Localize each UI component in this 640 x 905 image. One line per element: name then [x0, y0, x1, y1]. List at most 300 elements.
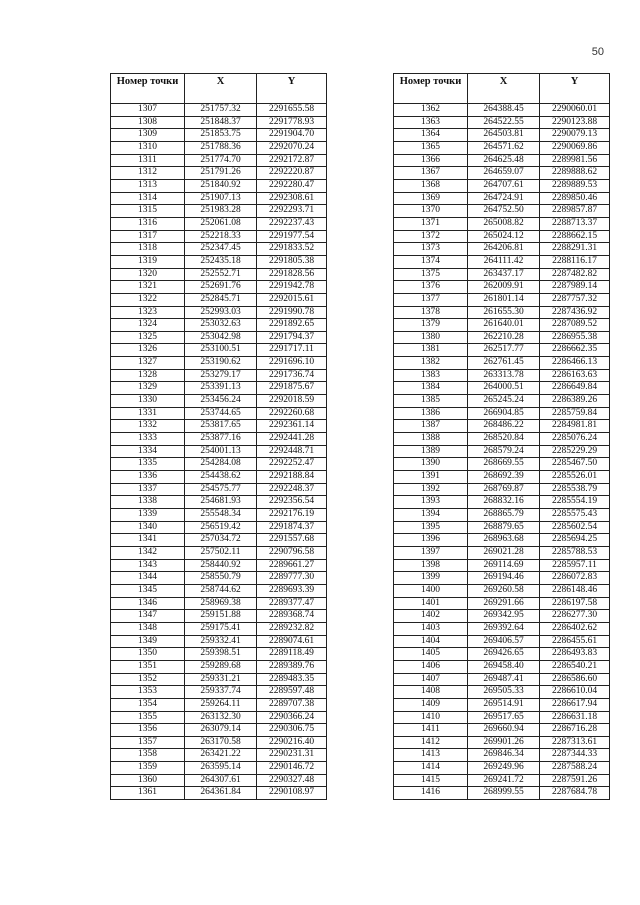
point-number-cell: 1353: [111, 686, 185, 699]
point-number-cell: 1411: [394, 724, 468, 737]
table-row: [394, 673, 610, 686]
table-row: [394, 382, 610, 395]
y-coordinate-cell: 2286072.83: [540, 572, 610, 585]
x-coordinate-cell: 251788.36: [185, 141, 257, 154]
point-number-cell: 1354: [111, 698, 185, 711]
table-row: [394, 471, 610, 484]
point-number-cell: 1389: [394, 445, 468, 458]
y-coordinate-cell: 2288116.17: [540, 255, 610, 268]
table-row: [394, 774, 610, 787]
y-coordinate-cell: 2289377.47: [257, 597, 327, 610]
table-row: [111, 762, 327, 775]
x-coordinate-cell: 262761.45: [468, 357, 540, 370]
x-coordinate-cell: 258440.92: [185, 559, 257, 572]
x-coordinate-cell: 268579.24: [468, 445, 540, 458]
table-row: [111, 698, 327, 711]
point-number-cell: 1330: [111, 395, 185, 408]
table-row: [111, 344, 327, 357]
table-row: [111, 192, 327, 205]
y-coordinate-cell: 2290108.97: [257, 787, 327, 800]
x-coordinate-cell: 263437.17: [468, 268, 540, 281]
x-coordinate-cell: 264707.61: [468, 179, 540, 192]
x-coordinate-cell: 264522.55: [468, 116, 540, 129]
point-number-cell: 1339: [111, 509, 185, 522]
point-number-cell: 1376: [394, 281, 468, 294]
y-coordinate-cell: 2291904.70: [257, 129, 327, 142]
y-coordinate-cell: 2289597.48: [257, 686, 327, 699]
table-row: [394, 660, 610, 673]
table-row: [394, 369, 610, 382]
x-coordinate-cell: 264752.50: [468, 205, 540, 218]
point-number-cell: 1328: [111, 369, 185, 382]
x-coordinate-cell: 252993.03: [185, 306, 257, 319]
point-number-cell: 1325: [111, 331, 185, 344]
x-coordinate-cell: 259264.11: [185, 698, 257, 711]
point-number-cell: 1392: [394, 483, 468, 496]
x-coordinate-cell: 251774.70: [185, 154, 257, 167]
x-coordinate-cell: 269505.33: [468, 686, 540, 699]
y-coordinate-cell: 2291778.93: [257, 116, 327, 129]
point-number-cell: 1410: [394, 711, 468, 724]
table-row: [394, 129, 610, 142]
point-number-cell: 1406: [394, 660, 468, 673]
point-number-cell: 1314: [111, 192, 185, 205]
point-number-cell: 1317: [111, 230, 185, 243]
point-number-cell: 1359: [111, 762, 185, 775]
table-row: [111, 686, 327, 699]
point-number-cell: 1342: [111, 546, 185, 559]
point-number-cell: 1350: [111, 648, 185, 661]
table-row: [111, 521, 327, 534]
x-coordinate-cell: 257034.72: [185, 534, 257, 547]
x-coordinate-cell: 268865.79: [468, 509, 540, 522]
y-coordinate-cell: 2287591.26: [540, 774, 610, 787]
x-coordinate-cell: 258969.38: [185, 597, 257, 610]
header-x: X: [468, 74, 540, 104]
table-row: [111, 635, 327, 648]
x-coordinate-cell: 262210.28: [468, 331, 540, 344]
point-number-cell: 1351: [111, 660, 185, 673]
table-row: [111, 255, 327, 268]
point-number-cell: 1356: [111, 724, 185, 737]
table-row: [394, 610, 610, 623]
table-row: [394, 711, 610, 724]
y-coordinate-cell: 2287757.32: [540, 293, 610, 306]
point-number-cell: 1361: [111, 787, 185, 800]
x-coordinate-cell: 253100.51: [185, 344, 257, 357]
point-number-cell: 1355: [111, 711, 185, 724]
table-row: [394, 217, 610, 230]
x-coordinate-cell: 269901.26: [468, 736, 540, 749]
y-coordinate-cell: 2292015.61: [257, 293, 327, 306]
table-row: [111, 369, 327, 382]
header-y: Y: [257, 74, 327, 104]
table-row: [111, 420, 327, 433]
point-number-cell: 1335: [111, 458, 185, 471]
table-row: [394, 281, 610, 294]
y-coordinate-cell: 2290146.72: [257, 762, 327, 775]
point-number-cell: 1343: [111, 559, 185, 572]
y-coordinate-cell: 2292441.28: [257, 433, 327, 446]
y-coordinate-cell: 2292172.87: [257, 154, 327, 167]
x-coordinate-cell: 252552.71: [185, 268, 257, 281]
table-row: [394, 509, 610, 522]
x-coordinate-cell: 253391.13: [185, 382, 257, 395]
point-number-cell: 1412: [394, 736, 468, 749]
table-row: [394, 192, 610, 205]
point-number-cell: 1365: [394, 141, 468, 154]
x-coordinate-cell: 254438.62: [185, 471, 257, 484]
y-coordinate-cell: 2285467.50: [540, 458, 610, 471]
point-number-cell: 1334: [111, 445, 185, 458]
x-coordinate-cell: 259331.21: [185, 673, 257, 686]
point-number-cell: 1372: [394, 230, 468, 243]
table-row: [111, 104, 327, 117]
point-number-cell: 1391: [394, 471, 468, 484]
table-row: [394, 420, 610, 433]
x-coordinate-cell: 264659.07: [468, 167, 540, 180]
x-coordinate-cell: 269291.66: [468, 597, 540, 610]
x-coordinate-cell: 264503.81: [468, 129, 540, 142]
x-coordinate-cell: 269846.34: [468, 749, 540, 762]
point-number-cell: 1336: [111, 471, 185, 484]
y-coordinate-cell: 2291736.74: [257, 369, 327, 382]
point-number-cell: 1360: [111, 774, 185, 787]
point-number-cell: 1402: [394, 610, 468, 623]
y-coordinate-cell: 2291874.37: [257, 521, 327, 534]
header-point-number: Номер точки: [111, 74, 185, 104]
y-coordinate-cell: 2290306.75: [257, 724, 327, 737]
point-number-cell: 1404: [394, 635, 468, 648]
table-row: [394, 458, 610, 471]
y-coordinate-cell: 2291990.78: [257, 306, 327, 319]
y-coordinate-cell: 2286540.21: [540, 660, 610, 673]
x-coordinate-cell: 253032.63: [185, 319, 257, 332]
table-row: [111, 357, 327, 370]
x-coordinate-cell: 255548.34: [185, 509, 257, 522]
x-coordinate-cell: 269426.65: [468, 648, 540, 661]
table-row: [111, 306, 327, 319]
x-coordinate-cell: 268769.87: [468, 483, 540, 496]
x-coordinate-cell: 264206.81: [468, 243, 540, 256]
point-number-cell: 1367: [394, 167, 468, 180]
table-row: [394, 698, 610, 711]
point-number-cell: 1405: [394, 648, 468, 661]
x-coordinate-cell: 264571.62: [468, 141, 540, 154]
table-row: [111, 116, 327, 129]
x-coordinate-cell: 268486.22: [468, 420, 540, 433]
point-number-cell: 1344: [111, 572, 185, 585]
point-number-cell: 1388: [394, 433, 468, 446]
x-coordinate-cell: 263421.22: [185, 749, 257, 762]
y-coordinate-cell: 2289693.39: [257, 584, 327, 597]
y-coordinate-cell: 2291828.56: [257, 268, 327, 281]
y-coordinate-cell: 2289888.62: [540, 167, 610, 180]
table-row: [394, 268, 610, 281]
point-number-cell: 1341: [111, 534, 185, 547]
point-number-cell: 1399: [394, 572, 468, 585]
x-coordinate-cell: 269514.91: [468, 698, 540, 711]
y-coordinate-cell: 2285575.43: [540, 509, 610, 522]
table-row: [111, 205, 327, 218]
point-number-cell: 1327: [111, 357, 185, 370]
table-row: [111, 622, 327, 635]
x-coordinate-cell: 268669.55: [468, 458, 540, 471]
point-number-cell: 1386: [394, 407, 468, 420]
point-number-cell: 1373: [394, 243, 468, 256]
y-coordinate-cell: 2289074.61: [257, 635, 327, 648]
y-coordinate-cell: 2289857.87: [540, 205, 610, 218]
point-number-cell: 1409: [394, 698, 468, 711]
y-coordinate-cell: 2292237.43: [257, 217, 327, 230]
x-coordinate-cell: 259289.68: [185, 660, 257, 673]
x-coordinate-cell: 258550.79: [185, 572, 257, 585]
y-coordinate-cell: 2292308.61: [257, 192, 327, 205]
table-row: [111, 597, 327, 610]
table-row: [394, 331, 610, 344]
point-number-cell: 1390: [394, 458, 468, 471]
y-coordinate-cell: 2291833.52: [257, 243, 327, 256]
table-row: [111, 281, 327, 294]
x-coordinate-cell: 252347.45: [185, 243, 257, 256]
table-row: [394, 243, 610, 256]
y-coordinate-cell: 2290216.40: [257, 736, 327, 749]
point-number-cell: 1333: [111, 433, 185, 446]
point-number-cell: 1375: [394, 268, 468, 281]
y-coordinate-cell: 2289850.46: [540, 192, 610, 205]
table-row: [394, 357, 610, 370]
table-row: [111, 648, 327, 661]
y-coordinate-cell: 2290123.88: [540, 116, 610, 129]
point-number-cell: 1377: [394, 293, 468, 306]
table-row: [394, 116, 610, 129]
y-coordinate-cell: 2291892.65: [257, 319, 327, 332]
x-coordinate-cell: 251853.75: [185, 129, 257, 142]
x-coordinate-cell: 252218.33: [185, 230, 257, 243]
table-row: [394, 230, 610, 243]
table-row: [111, 230, 327, 243]
x-coordinate-cell: 259398.51: [185, 648, 257, 661]
x-coordinate-cell: 264724.91: [468, 192, 540, 205]
y-coordinate-cell: 2287588.24: [540, 762, 610, 775]
table-row: [394, 395, 610, 408]
y-coordinate-cell: 2285602.54: [540, 521, 610, 534]
coordinates-table-left: [110, 73, 327, 800]
y-coordinate-cell: 2291942.78: [257, 281, 327, 294]
table-row: [394, 521, 610, 534]
point-number-cell: 1326: [111, 344, 185, 357]
x-coordinate-cell: 261801.14: [468, 293, 540, 306]
x-coordinate-cell: 252061.08: [185, 217, 257, 230]
table-row: [394, 546, 610, 559]
x-coordinate-cell: 264361.84: [185, 787, 257, 800]
table-row: [111, 736, 327, 749]
x-coordinate-cell: 251840.92: [185, 179, 257, 192]
point-number-cell: 1408: [394, 686, 468, 699]
point-number-cell: 1318: [111, 243, 185, 256]
y-coordinate-cell: 2286163.63: [540, 369, 610, 382]
x-coordinate-cell: 263079.14: [185, 724, 257, 737]
point-number-cell: 1349: [111, 635, 185, 648]
y-coordinate-cell: 2288662.15: [540, 230, 610, 243]
table-row: [111, 331, 327, 344]
x-coordinate-cell: 264388.45: [468, 104, 540, 117]
table-row: [394, 141, 610, 154]
point-number-cell: 1323: [111, 306, 185, 319]
y-coordinate-cell: 2286389.26: [540, 395, 610, 408]
y-coordinate-cell: 2292260.68: [257, 407, 327, 420]
y-coordinate-cell: 2292293.71: [257, 205, 327, 218]
x-coordinate-cell: 252435.18: [185, 255, 257, 268]
table-row: [394, 445, 610, 458]
y-coordinate-cell: 2289368.74: [257, 610, 327, 623]
x-coordinate-cell: 269194.46: [468, 572, 540, 585]
point-number-cell: 1337: [111, 483, 185, 496]
point-number-cell: 1393: [394, 496, 468, 509]
point-number-cell: 1345: [111, 584, 185, 597]
y-coordinate-cell: 2285554.19: [540, 496, 610, 509]
y-coordinate-cell: 2290079.13: [540, 129, 610, 142]
table-row: [394, 572, 610, 585]
x-coordinate-cell: 268832.16: [468, 496, 540, 509]
point-number-cell: 1308: [111, 116, 185, 129]
x-coordinate-cell: 264000.51: [468, 382, 540, 395]
x-coordinate-cell: 253279.17: [185, 369, 257, 382]
y-coordinate-cell: 2286402.62: [540, 622, 610, 635]
table-row: [111, 483, 327, 496]
point-number-cell: 1407: [394, 673, 468, 686]
point-number-cell: 1384: [394, 382, 468, 395]
point-number-cell: 1347: [111, 610, 185, 623]
y-coordinate-cell: 2287989.14: [540, 281, 610, 294]
point-number-cell: 1394: [394, 509, 468, 522]
table-row: [111, 711, 327, 724]
y-coordinate-cell: 2292252.47: [257, 458, 327, 471]
x-coordinate-cell: 259175.41: [185, 622, 257, 635]
table-body-left: [111, 104, 327, 800]
y-coordinate-cell: 2285526.01: [540, 471, 610, 484]
y-coordinate-cell: 2286466.13: [540, 357, 610, 370]
x-coordinate-cell: 259332.41: [185, 635, 257, 648]
table-row: [394, 344, 610, 357]
x-coordinate-cell: 262009.91: [468, 281, 540, 294]
coordinates-table-right: [393, 73, 610, 800]
x-coordinate-cell: 263595.14: [185, 762, 257, 775]
y-coordinate-cell: 2286197.58: [540, 597, 610, 610]
y-coordinate-cell: 2289232.82: [257, 622, 327, 635]
y-coordinate-cell: 2285759.84: [540, 407, 610, 420]
y-coordinate-cell: 2288291.31: [540, 243, 610, 256]
x-coordinate-cell: 268879.65: [468, 521, 540, 534]
point-number-cell: 1368: [394, 179, 468, 192]
x-coordinate-cell: 262517.77: [468, 344, 540, 357]
table-row: [394, 407, 610, 420]
table-row: [111, 141, 327, 154]
x-coordinate-cell: 263313.78: [468, 369, 540, 382]
header-x: X: [185, 74, 257, 104]
x-coordinate-cell: 254001.13: [185, 445, 257, 458]
x-coordinate-cell: 269241.72: [468, 774, 540, 787]
x-coordinate-cell: 269517.65: [468, 711, 540, 724]
table-row: [394, 179, 610, 192]
table-row: [394, 597, 610, 610]
table-row: [111, 217, 327, 230]
point-number-cell: 1346: [111, 597, 185, 610]
x-coordinate-cell: 251757.32: [185, 104, 257, 117]
x-coordinate-cell: 264307.61: [185, 774, 257, 787]
y-coordinate-cell: 2287344.33: [540, 749, 610, 762]
table-row: [394, 154, 610, 167]
y-coordinate-cell: 2289483.35: [257, 673, 327, 686]
x-coordinate-cell: 251907.13: [185, 192, 257, 205]
table-row: [111, 534, 327, 547]
x-coordinate-cell: 269342.95: [468, 610, 540, 623]
point-number-cell: 1370: [394, 205, 468, 218]
table-row: [111, 559, 327, 572]
header-y: Y: [540, 74, 610, 104]
y-coordinate-cell: 2291717.11: [257, 344, 327, 357]
table-row: [394, 559, 610, 572]
table-row: [111, 129, 327, 142]
table-row: [111, 509, 327, 522]
table-row: [394, 762, 610, 775]
table-row: [394, 534, 610, 547]
y-coordinate-cell: 2285694.25: [540, 534, 610, 547]
y-coordinate-cell: 2285538.79: [540, 483, 610, 496]
x-coordinate-cell: 269021.28: [468, 546, 540, 559]
point-number-cell: 1403: [394, 622, 468, 635]
point-number-cell: 1316: [111, 217, 185, 230]
y-coordinate-cell: 2291655.58: [257, 104, 327, 117]
y-coordinate-cell: 2284981.81: [540, 420, 610, 433]
x-coordinate-cell: 268963.68: [468, 534, 540, 547]
y-coordinate-cell: 2285788.53: [540, 546, 610, 559]
y-coordinate-cell: 2286455.61: [540, 635, 610, 648]
y-coordinate-cell: 2286610.04: [540, 686, 610, 699]
point-number-cell: 1331: [111, 407, 185, 420]
point-number-cell: 1332: [111, 420, 185, 433]
table-row: [394, 736, 610, 749]
y-coordinate-cell: 2292220.87: [257, 167, 327, 180]
x-coordinate-cell: 264625.48: [468, 154, 540, 167]
y-coordinate-cell: 2292188.84: [257, 471, 327, 484]
point-number-cell: 1379: [394, 319, 468, 332]
point-number-cell: 1363: [394, 116, 468, 129]
y-coordinate-cell: 2292018.59: [257, 395, 327, 408]
point-number-cell: 1338: [111, 496, 185, 509]
table-row: [111, 724, 327, 737]
y-coordinate-cell: 2292361.14: [257, 420, 327, 433]
table-row: [111, 471, 327, 484]
table-header-row: [394, 74, 610, 104]
point-number-cell: 1371: [394, 217, 468, 230]
y-coordinate-cell: 2291696.10: [257, 357, 327, 370]
table-row: [111, 660, 327, 673]
x-coordinate-cell: 253190.62: [185, 357, 257, 370]
y-coordinate-cell: 2290796.58: [257, 546, 327, 559]
y-coordinate-cell: 2292176.19: [257, 509, 327, 522]
table-row: [111, 749, 327, 762]
point-number-cell: 1352: [111, 673, 185, 686]
page-number: 50: [591, 46, 604, 58]
y-coordinate-cell: 2290231.31: [257, 749, 327, 762]
y-coordinate-cell: 2289981.56: [540, 154, 610, 167]
y-coordinate-cell: 2291977.54: [257, 230, 327, 243]
y-coordinate-cell: 2286493.83: [540, 648, 610, 661]
table-row: [111, 774, 327, 787]
point-number-cell: 1414: [394, 762, 468, 775]
table-row: [111, 319, 327, 332]
